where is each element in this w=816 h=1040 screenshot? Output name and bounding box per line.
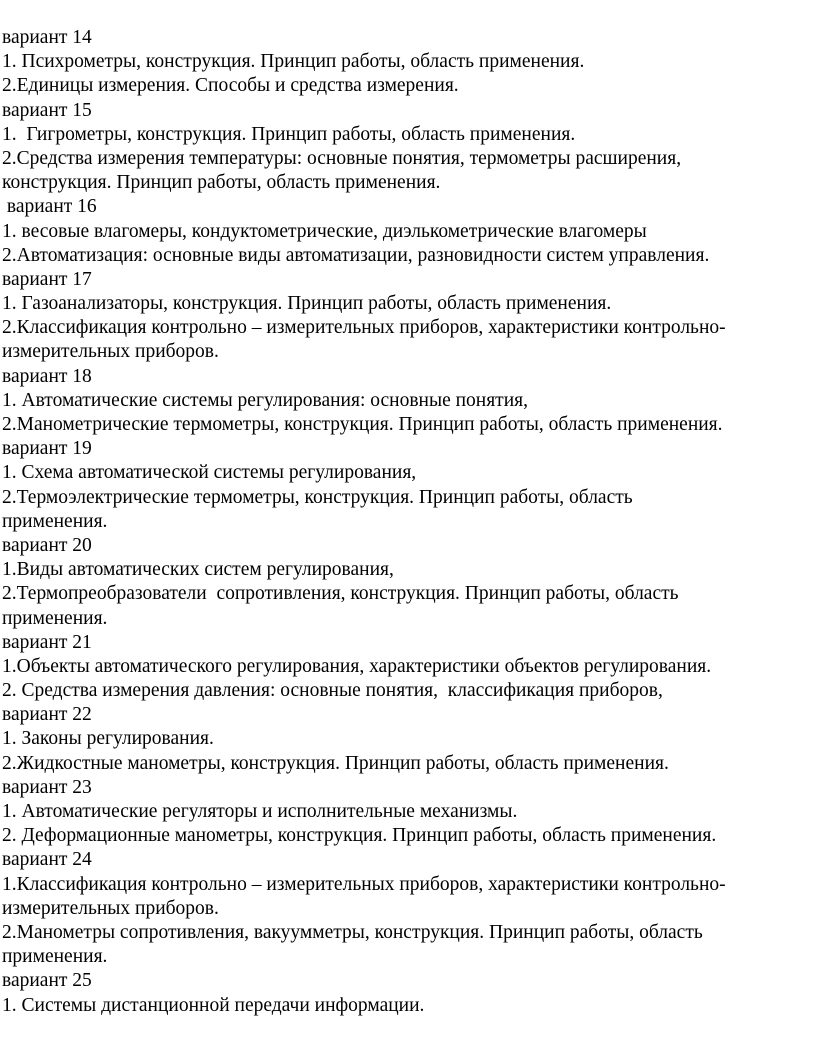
question-line: 1. Психрометры, конструкция. Принцип работы, область применения. [2, 51, 585, 73]
question-line: 1. Законы регулирования. [2, 728, 214, 750]
document-text [2, 26, 814, 1018]
variant-heading: вариант 18 [2, 365, 92, 387]
question-line: 1. весовые влагомеры, кондуктометрические, диэлькометрические влагомеры [2, 220, 647, 242]
question-line: 2.Термопреобразователи сопротивления, конструкция. Принцип работы, область [2, 583, 679, 605]
question-line: 1.Виды автоматических систем регулирования, [2, 559, 394, 581]
variant-heading: вариант 16 [2, 196, 97, 218]
question-line-continuation: применения. [2, 510, 108, 532]
question-line: 1. Автоматические системы регулирования: основные понятия, [2, 389, 528, 411]
variant-heading: вариант 23 [2, 776, 92, 798]
question-line: 2.Манометрические термометры, конструкция. Принцип работы, область применения. [2, 414, 723, 435]
question-line-continuation: измерительных приборов. [2, 341, 219, 363]
variant-heading: вариант 22 [2, 704, 92, 726]
question-line: 1. Газоанализаторы, конструкция. Принцип работы, область применения. [2, 293, 612, 315]
question-line: 1.Классификация контрольно – измерительных приборов, характеристики контрольно- [2, 873, 726, 895]
variant-heading: вариант 24 [2, 849, 92, 871]
question-line: 1.Объекты автоматического регулирования, характеристики объектов регулирования. [2, 655, 712, 677]
question-line: 2.Автоматизация: основные виды автоматизации, разновидности систем управления. [2, 244, 710, 266]
question-line: 2.Средства измерения температуры: основные понятия, термометры расширения, [2, 147, 682, 169]
question-line: 2.Манометры сопротивления, вакуумметры, конструкция. Принцип работы, область [2, 921, 703, 943]
variant-heading: вариант 19 [2, 438, 92, 460]
question-line: 1. Автоматические регуляторы и исполнительные механизмы. [2, 801, 518, 822]
question-line: 2. Деформационные манометры, конструкция. Принцип работы, область применения. [2, 825, 717, 847]
question-line: 2.Жидкостные манометры, конструкция. Принцип работы, область применения. [2, 752, 669, 774]
question-line: 1. Гигрометры, конструкция. Принцип работы, область применения. [2, 123, 576, 145]
question-line: 2.Единицы измерения. Способы и средства измерения. [2, 75, 459, 97]
question-line: 1. Схема автоматической системы регулирования, [2, 462, 417, 484]
question-line: 2. Средства измерения давления: основные понятия, классификация приборов, [2, 680, 663, 702]
variant-heading: вариант 20 [2, 534, 92, 556]
question-line: 2.Термоэлектрические термометры, конструкция. Принцип работы, область [2, 486, 633, 508]
question-line: 2.Классификация контрольно – измерительных приборов, характеристики контрольно- [2, 317, 726, 339]
question-line-continuation: конструкция. Принцип работы, область применения. [2, 172, 441, 194]
question-line-continuation: применения. [2, 946, 108, 968]
question-line-continuation: применения. [2, 607, 108, 629]
variant-heading: вариант 14 [2, 27, 92, 48]
question-line-continuation: измерительных приборов. [2, 897, 219, 919]
variant-heading: вариант 17 [2, 268, 92, 290]
question-line: 1. Системы дистанционной передачи информации. [2, 994, 425, 1016]
variant-heading: вариант 15 [2, 99, 92, 121]
variant-heading: вариант 21 [2, 631, 92, 653]
variant-heading: вариант 25 [2, 970, 92, 992]
